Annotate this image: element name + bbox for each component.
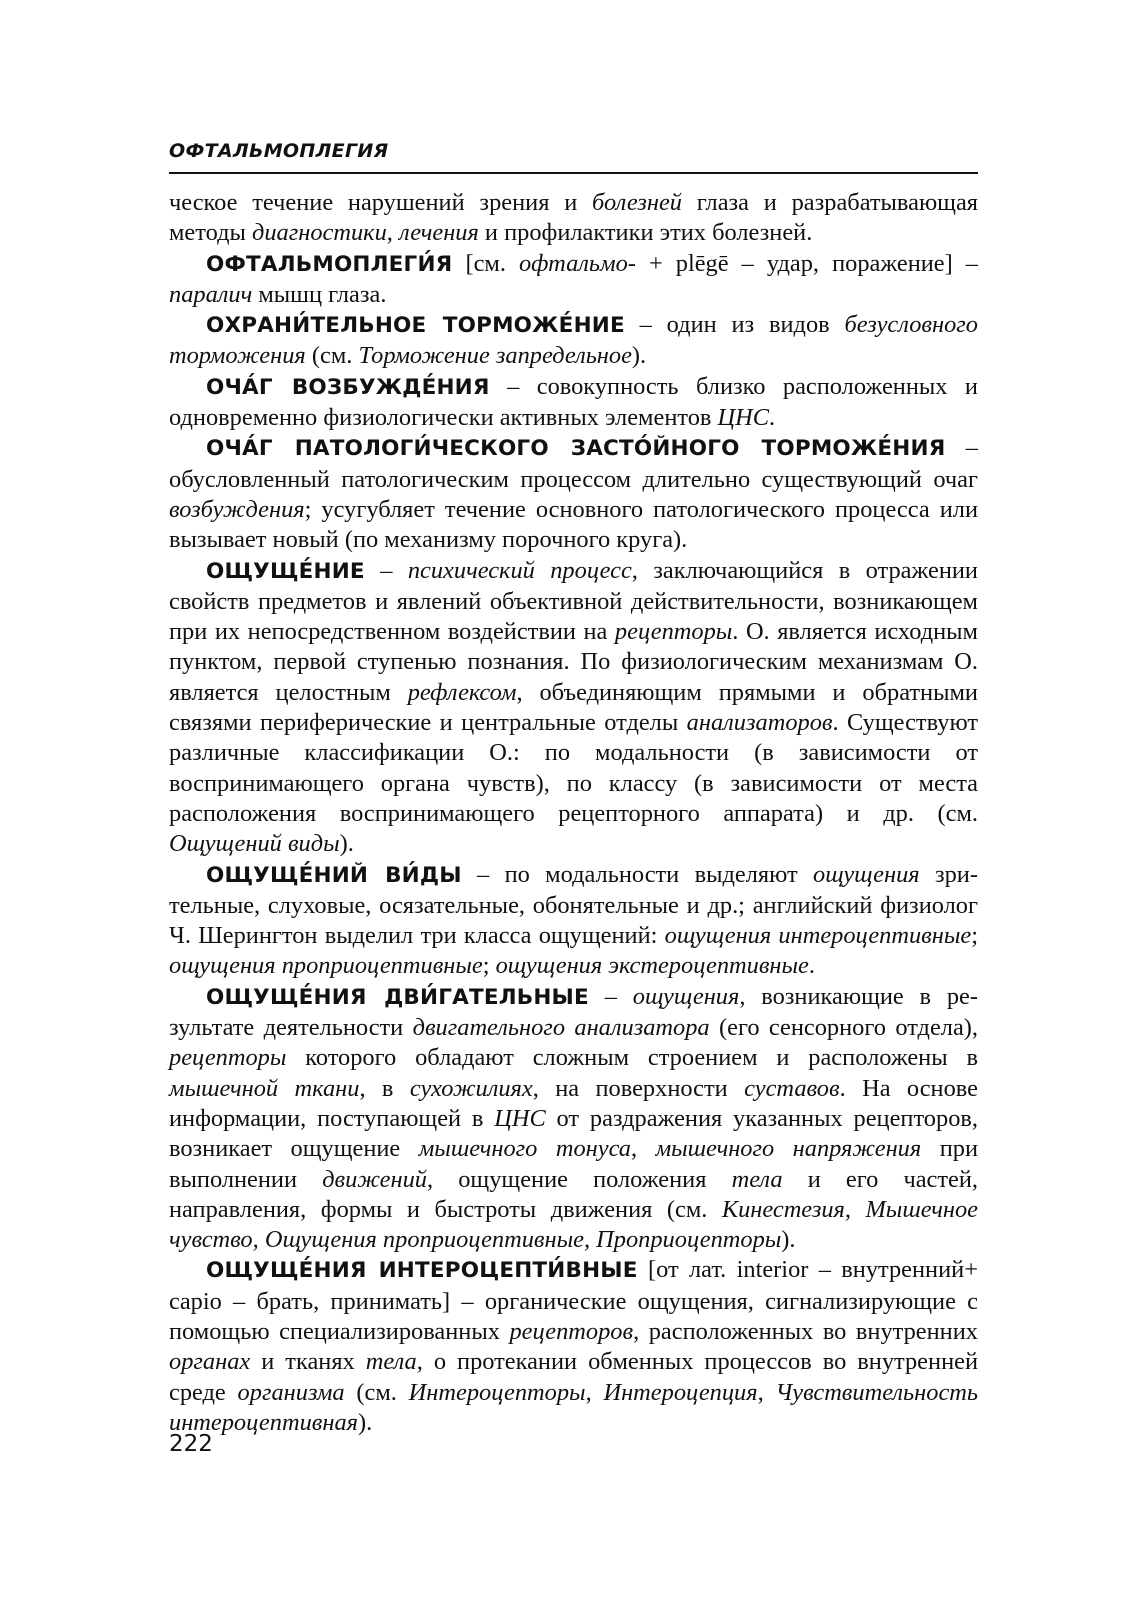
entry-text: – совокупность близко расположенных и одновременно физиологически активных элементов (169, 372, 978, 432)
entry-text: ; усугубляет течение основного патологического процесса или вызывает новый (по механизму порочного круга). (169, 495, 978, 554)
italic-reference: Кинестезия, Мышечное чувство, Ощущения проприоцептивные, Проприоцепторы (169, 1195, 978, 1254)
entry-text: ческое течение нарушений зрения и (169, 189, 593, 216)
entry-text: , (585, 1378, 604, 1406)
dictionary-entry (169, 860, 978, 982)
entry-text: которого обладают сложным строением и расположены в (286, 1044, 978, 1072)
entry-text: – (364, 556, 408, 584)
entry-text: , о протекании обменных процессов во внутренней среде (169, 1348, 978, 1406)
entry-text: . На основе информации, поступающей в (169, 1074, 979, 1132)
entry-text: , возникающие в результате деятельности (169, 982, 979, 1042)
dictionary-entry (169, 982, 978, 1256)
italic-reference: рефлексом (407, 678, 517, 706)
italic-reference: рецепторов (509, 1317, 634, 1345)
entry-text: , (630, 1135, 656, 1163)
italic-reference: организма (237, 1378, 345, 1406)
entry-text: при выполнении (169, 1135, 978, 1193)
entry-term: ОЩУЩЕ́НИЯ ДВИ́ГАТЕЛЬНЫЕ (206, 984, 589, 1010)
italic-reference: рецепторы (169, 1044, 287, 1072)
italic-reference: ЦНС (494, 1104, 546, 1132)
entry-term: ОЩУЩЕ́НИЕ (206, 558, 365, 584)
entry-text: (см. (305, 342, 359, 370)
entry-text: (его сенсорного отдела), (709, 1014, 978, 1042)
italic-reference: паралич (169, 280, 253, 308)
italic-reference: ощущения (632, 982, 740, 1010)
entry-term: ОФТАЛЬМОПЛЕГИ́Я (206, 251, 453, 277)
dictionary-body (169, 188, 978, 1438)
entry-text: от раздражения указанных рецепторов, возникает ощущение (169, 1104, 978, 1163)
italic-reference: лечения (398, 219, 479, 247)
italic-reference: тела (731, 1165, 783, 1193)
italic-reference: движений (322, 1165, 427, 1193)
entry-text: [от лат. interior – внутренний+ capio – брать, принимать] – органические ощущения, сигнализирующие с помощью специализированных (169, 1256, 978, 1345)
italic-reference: ощущения интероцептивные (664, 922, 972, 950)
italic-reference: органах (169, 1348, 251, 1376)
entry-text: зрительные, слуховые, осязательные, обонятельные и др.; английский физиолог Ч. Шерингтон выделил три класса ощущений: (169, 860, 978, 950)
entry-term: ОХРАНИ́ТЕЛЬНОЕ ТОРМОЖЕ́НИЕ (206, 313, 625, 339)
italic-reference: ощущения (813, 860, 920, 888)
italic-reference: рецепторы (614, 618, 733, 646)
entry-text: мышц глаза. (252, 280, 387, 308)
entry-text: , объединяющим прямыми и обратными связями периферические и центральные отделы (169, 678, 978, 737)
entry-text: ). (781, 1226, 796, 1254)
italic-reference: мышечного напряжения (655, 1135, 922, 1163)
italic-reference: Ощущений виды (169, 830, 340, 858)
entry-text: , ощущение положения (427, 1165, 732, 1193)
dictionary-entry (169, 1255, 978, 1438)
entry-text: – обусловленный патологическим процессом длительно существующий очаг (169, 434, 978, 493)
italic-reference: мышечного тонуса (418, 1135, 631, 1163)
italic-reference: ощущения экстероцептивные (495, 952, 809, 980)
italic-reference: мышечной ткани (169, 1074, 360, 1102)
entry-term: ОЧА́Г ПАТОЛОГИ́ЧЕСКОГО ЗАСТО́ЙНОГО ТОРМОЖЕ́НИЯ (206, 436, 946, 462)
entry-term: ОЩУЩЕ́НИЯ ИНТЕРОЦЕПТИ́ВНЫЕ (206, 1258, 638, 1284)
dictionary-entry (169, 556, 978, 860)
entry-text: , заключающийся в отражении свойств предметов и явлений объективной действительности, возникающем при их непосредственном воздействии на (169, 556, 978, 646)
italic-reference: двигательного анализатора (412, 1014, 710, 1042)
entry-text: + plēgē – удар, поражение] – (635, 249, 978, 277)
entry-term: ОЧА́Г ВОЗБУЖДЕ́НИЯ (206, 374, 490, 400)
dictionary-entry (169, 310, 978, 372)
italic-reference: офтальмо- (518, 249, 636, 277)
entry-text: ). (631, 342, 647, 370)
italic-reference: Торможение запредельное (358, 342, 632, 370)
entry-text: глаза и разрабатывающая методы (169, 189, 979, 247)
italic-reference: Интероцепторы (408, 1378, 586, 1406)
dictionary-entry (169, 433, 978, 555)
entry-text: и профилактики этих болезней. (478, 219, 813, 247)
page-number: 222 (169, 1431, 213, 1457)
entry-text: [см. (452, 249, 519, 277)
italic-reference: тела (365, 1348, 417, 1376)
entry-text: ; (482, 952, 496, 980)
italic-reference: возбуждения (169, 495, 305, 523)
entry-text: , на поверхности (532, 1074, 745, 1102)
italic-reference: сухожилиях (409, 1074, 533, 1102)
italic-reference: безусловного торможения (169, 311, 978, 370)
entry-text: – (588, 982, 633, 1010)
entry-text: . О. является исходным пунктом, первой ступенью познания. По физиологическим механизмам О. является целостным (169, 618, 978, 706)
entry-text: (см. (344, 1378, 409, 1406)
entry-text: , в (359, 1074, 410, 1102)
entry-text: , расположенных во внутренних (633, 1317, 978, 1345)
entry-continuation (169, 188, 978, 249)
italic-reference: диагностики (252, 219, 387, 247)
entry-term: ОЩУЩЕ́НИЙ ВИ́ДЫ (206, 862, 462, 888)
header-rule (169, 172, 978, 174)
entry-text: ; (971, 922, 978, 950)
italic-reference: Интероцепция (603, 1378, 758, 1406)
italic-reference: суставов (744, 1074, 840, 1102)
dictionary-entry (169, 372, 978, 434)
entry-text: – один из видов (624, 311, 845, 339)
italic-reference: Чувствительность интероцептивная (169, 1378, 978, 1436)
entry-text: – по модальности выделяют (461, 860, 814, 888)
italic-reference: ЦНС (717, 404, 770, 432)
dictionary-entry (169, 249, 978, 311)
entry-text: ). (339, 830, 354, 858)
entry-text: . (769, 404, 776, 432)
italic-reference: болезней (592, 189, 682, 216)
entry-text: и его частей, направления, формы и быстроты движения (см. (169, 1165, 978, 1223)
entry-text: ). (357, 1408, 373, 1436)
italic-reference: ощущения проприоцептивные (169, 952, 483, 980)
entry-text: . (808, 952, 815, 980)
entry-text: . Существуют различные классификации О.: по модальности (в зависимости от воспринимающего органа чувств), по классу (в зависимости от места расположения воспринимающего рецепторного аппарата) и др. (см. (169, 709, 979, 827)
italic-reference: психический процесс (407, 556, 632, 584)
entry-text: и тканях (250, 1348, 366, 1376)
italic-reference: анализаторов (686, 709, 833, 737)
entry-text: , (757, 1378, 776, 1406)
entry-text: , (386, 219, 399, 247)
running-head: ОФТАЛЬМОПЛЕГИЯ (169, 140, 389, 162)
